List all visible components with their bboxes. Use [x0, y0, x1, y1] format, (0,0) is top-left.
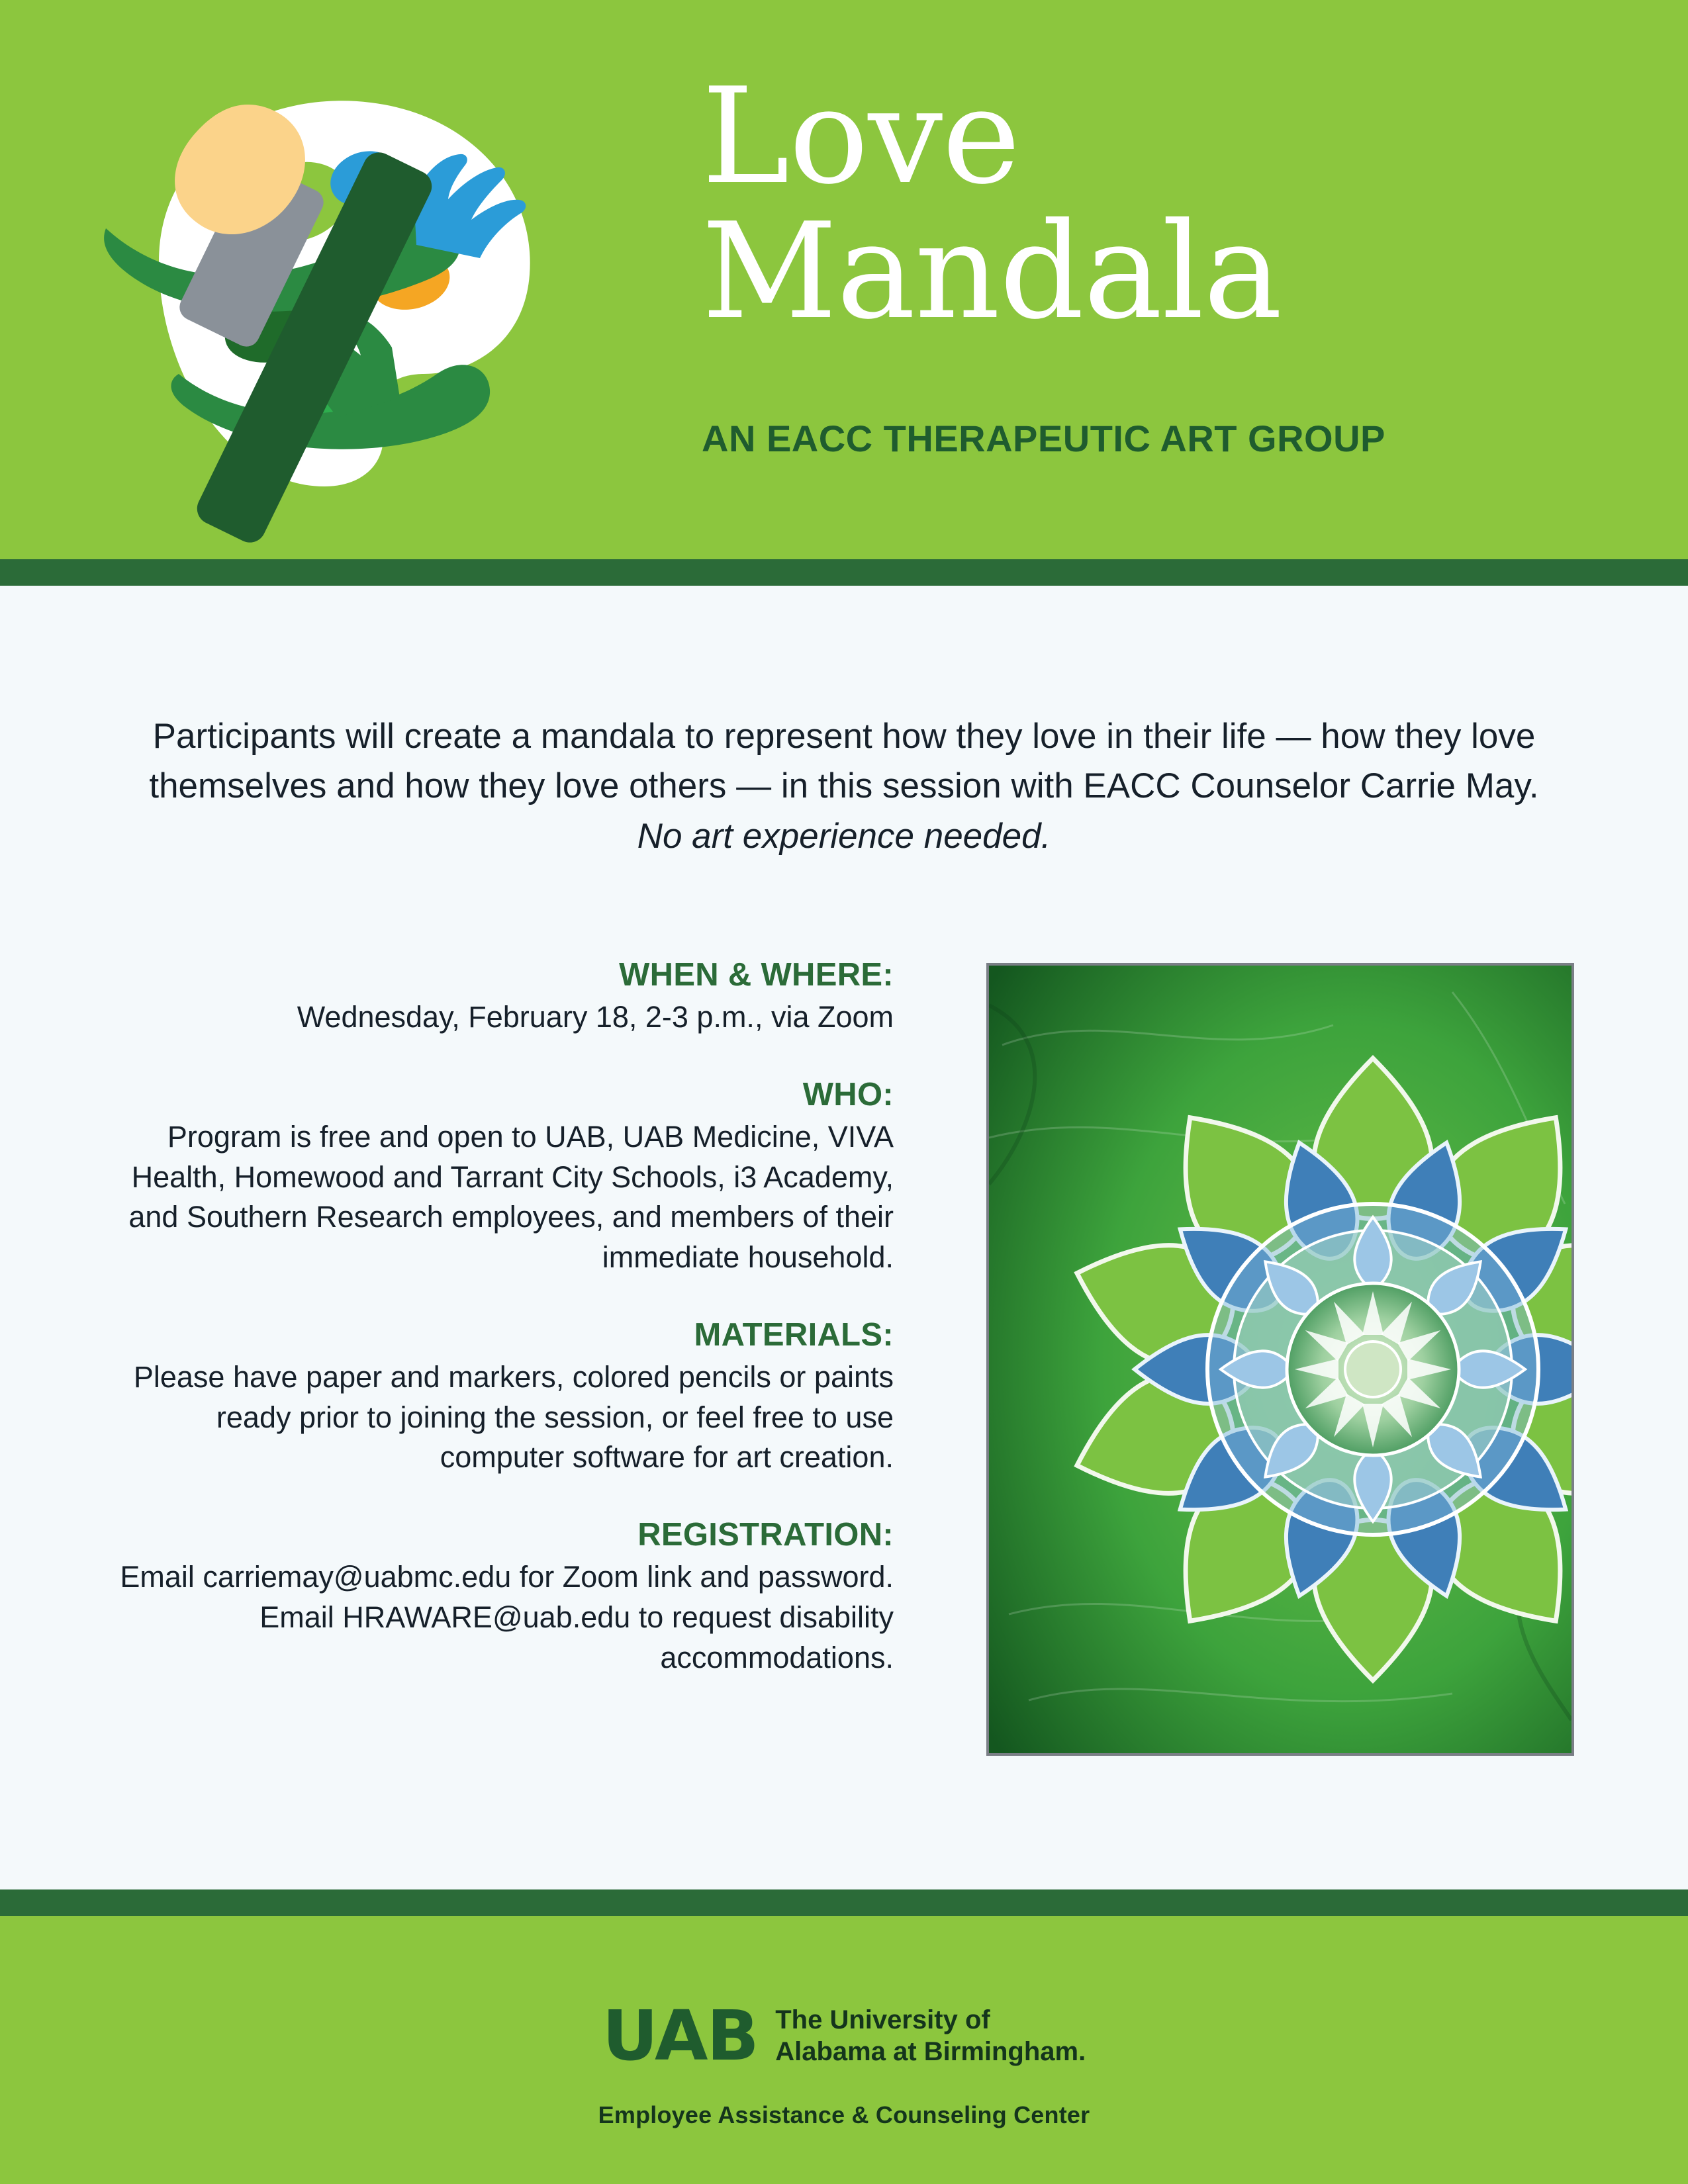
intro-text: Participants will create a mandala to represent how they love in their life — how they love themselves and how they love others — in this session with EACC Counselor Carrie May.: [149, 717, 1539, 806]
university-name-line1: The University of: [775, 2005, 990, 2034]
detail-block-who: [99, 1076, 894, 1278]
detail-heading: WHEN & WHERE:: [619, 957, 894, 993]
detail-body: Wednesday, February 18, 2-3 p.m., via Zoom: [297, 1000, 894, 1034]
green-blue-mandala-painting: [986, 963, 1574, 1756]
page-title-line2: Mandala: [702, 195, 1282, 349]
university-name-line2: Alabama at Birmingham.: [775, 2037, 1086, 2066]
uab-wordmark: UAB: [602, 1995, 758, 2076]
page-title: [702, 60, 1628, 349]
detail-block-materials: [99, 1316, 894, 1478]
page-title-line1: Love: [702, 60, 1020, 214]
paint-palette-and-brush-icon: [79, 63, 635, 645]
detail-block-registration: [99, 1516, 894, 1678]
detail-body: Program is free and open to UAB, UAB Medicine, VIVA Health, Homewood and Tarrant City Schools, i3 Academy, and Southern Research employees, and members of their immediate household.: [128, 1119, 894, 1274]
detail-heading: REGISTRATION:: [637, 1517, 894, 1553]
department-name: Employee Assistance & Counseling Center: [598, 2101, 1090, 2128]
details-column: [99, 956, 894, 1716]
detail-block-when-where: [99, 956, 894, 1038]
detail-body: Please have paper and markers, colored pencils or paints ready prior to joining the session, or feel free to use computer software for art creation.: [133, 1359, 894, 1475]
uab-logo: [0, 1995, 1688, 2076]
intro-emphasis: No art experience needed.: [637, 816, 1051, 856]
page-subtitle: AN EACC THERAPEUTIC ART GROUP: [702, 418, 1385, 459]
detail-body: Email carriemay@uabmc.edu for Zoom link and password. Email HRAWARE@uab.edu to request disability accommodations.: [120, 1560, 894, 1674]
detail-heading: WHO:: [802, 1076, 894, 1113]
footer-divider-rule: [0, 1889, 1688, 1916]
intro-paragraph: [122, 711, 1566, 861]
detail-heading: MATERIALS:: [694, 1316, 894, 1353]
university-name: [775, 2004, 1086, 2068]
